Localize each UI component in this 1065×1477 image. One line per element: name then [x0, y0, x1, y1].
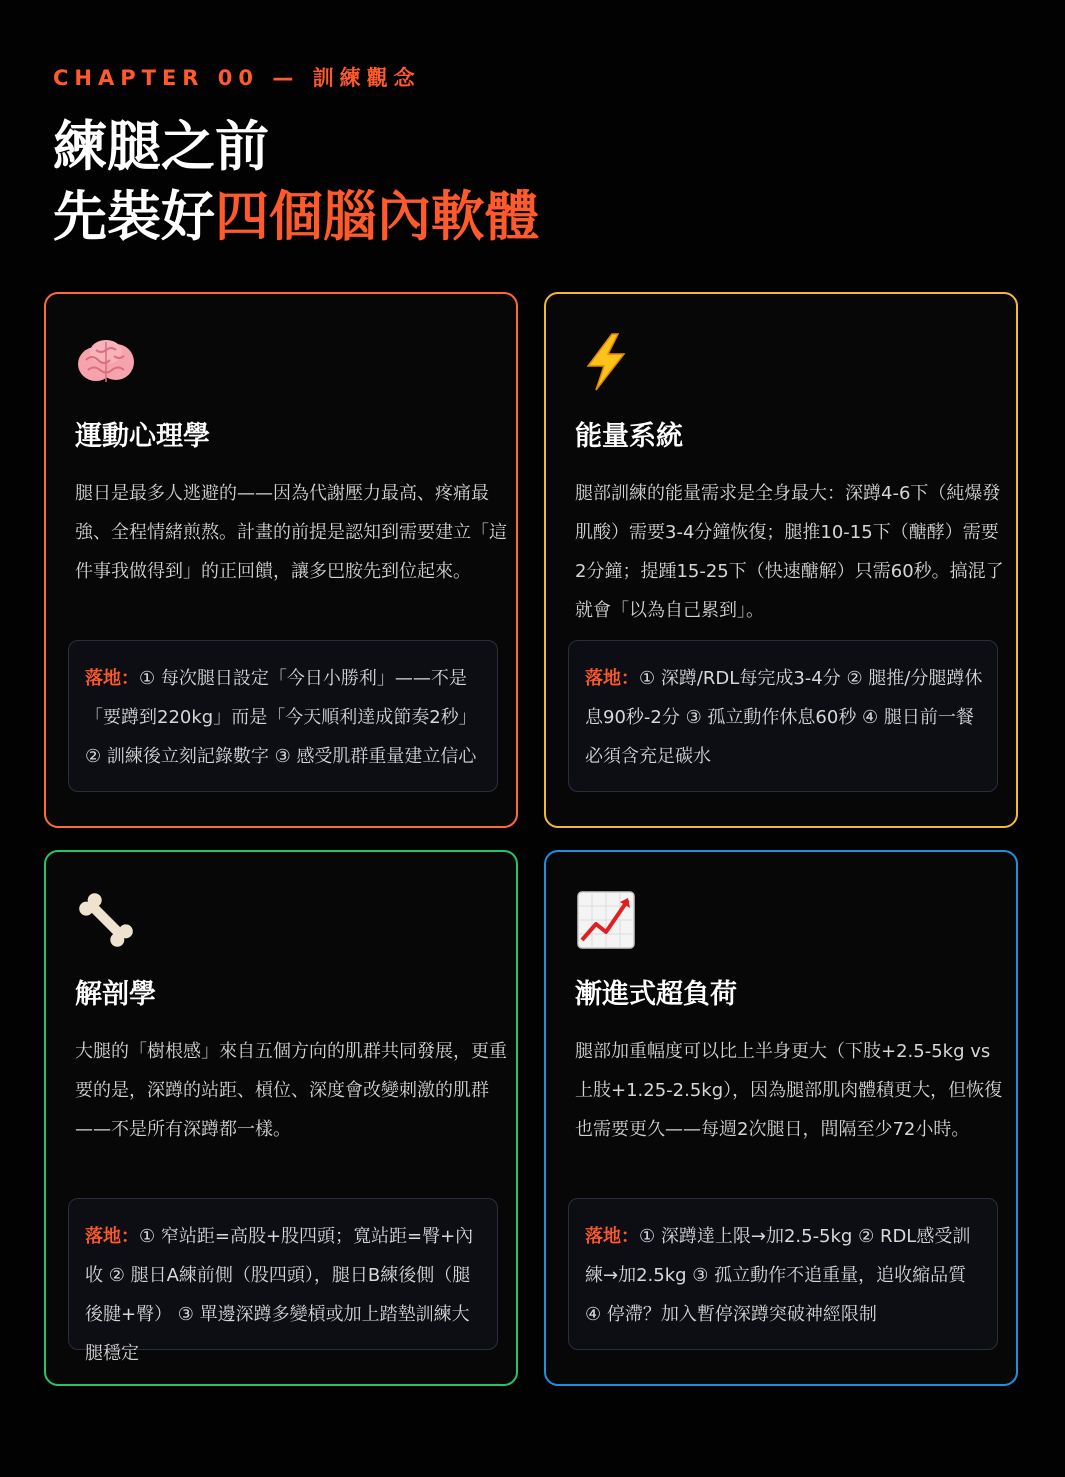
lightning-icon — [574, 330, 638, 394]
chapter-label: CHAPTER 00 — 訓練觀念 — [53, 66, 421, 90]
card-body: 腿部訓練的能量需求是全身最大：深蹲4-6下（純爆發肌酸）需要3-4分鐘恢復；腿推10-15下（醣酵）需要2分鐘；提踵15-25下（快速醣解）只需60秒。搞混了就會「以為自己累到」。 — [575, 483, 1004, 621]
title-line-2-accent: 四個腦內軟體 — [215, 185, 539, 248]
card-body: 腿部加重幅度可以比上半身更大（下肢+2.5-5kg vs 上肢+1.25-2.5kg），因為腿部肌肉體積更大，但恢復也需要更久——每週2次腿日，間隔至少72小時。 — [575, 1041, 1003, 1140]
action-note — [568, 640, 998, 792]
action-note — [568, 1198, 998, 1350]
page-title — [53, 112, 539, 252]
note-text: ① 每次腿日設定「今日小勝利」——不是「要蹲到220kg」而是「今天順利達成節奏2秒」 ② 訓練後立刻記錄數字 ③ 感受肌群重量建立信心 — [85, 668, 477, 767]
note-text: ① 窄站距=高股+股四頭；寬站距=臀+內收 ② 腿日A練前側（股四頭），腿日B練後側（腿後腱+臀） ③ 單邊深蹲多變槓或加上踏墊訓練大腿穩定 — [85, 1226, 474, 1364]
card-title: 能量系統 — [575, 421, 683, 452]
card-title: 解剖學 — [75, 979, 156, 1010]
action-note — [68, 640, 498, 792]
card-body: 腿日是最多人逃避的——因為代謝壓力最高、疼痛最強、全程情緒煎熬。計畫的前提是認知到需要建立「這件事我做得到」的正回饋，讓多巴胺先到位起來。 — [75, 483, 507, 582]
card-body: 大腿的「樹根感」來自五個方向的肌群共同發展，更重要的是，深蹲的站距、槓位、深度會改變刺激的肌群——不是所有深蹲都一樣。 — [75, 1041, 507, 1140]
note-lead: 落地： — [585, 1226, 639, 1247]
note-lead: 落地： — [85, 668, 139, 689]
chart-increasing-icon — [574, 888, 638, 952]
brain-icon — [74, 330, 138, 394]
card-title: 運動心理學 — [75, 421, 210, 452]
card-energy-systems — [544, 292, 1018, 828]
note-text: ① 深蹲達上限→加2.5-5kg ② RDL感受訓練→加2.5kg ③ 孤立動作不追重量，追收縮品質 ④ 停滯？加入暫停深蹲突破神經限制 — [585, 1226, 971, 1325]
bone-icon — [74, 888, 138, 952]
note-text: ① 深蹲/RDL每完成3-4分 ② 腿推/分腿蹲休息90秒-2分 ③ 孤立動作休息60秒 ④ 腿日前一餐必須含充足碳水 — [585, 668, 983, 767]
title-line-2-prefix: 先裝好 — [53, 185, 215, 248]
title-line-2 — [53, 182, 539, 252]
card-progressive-overload — [544, 850, 1018, 1386]
action-note — [68, 1198, 498, 1364]
note-lead: 落地： — [85, 1226, 139, 1247]
card-title: 漸進式超負荷 — [575, 979, 737, 1010]
note-lead: 落地： — [585, 668, 639, 689]
card-anatomy — [44, 850, 518, 1386]
card-sport-psychology — [44, 292, 518, 828]
title-line-1: 練腿之前 — [53, 115, 269, 178]
